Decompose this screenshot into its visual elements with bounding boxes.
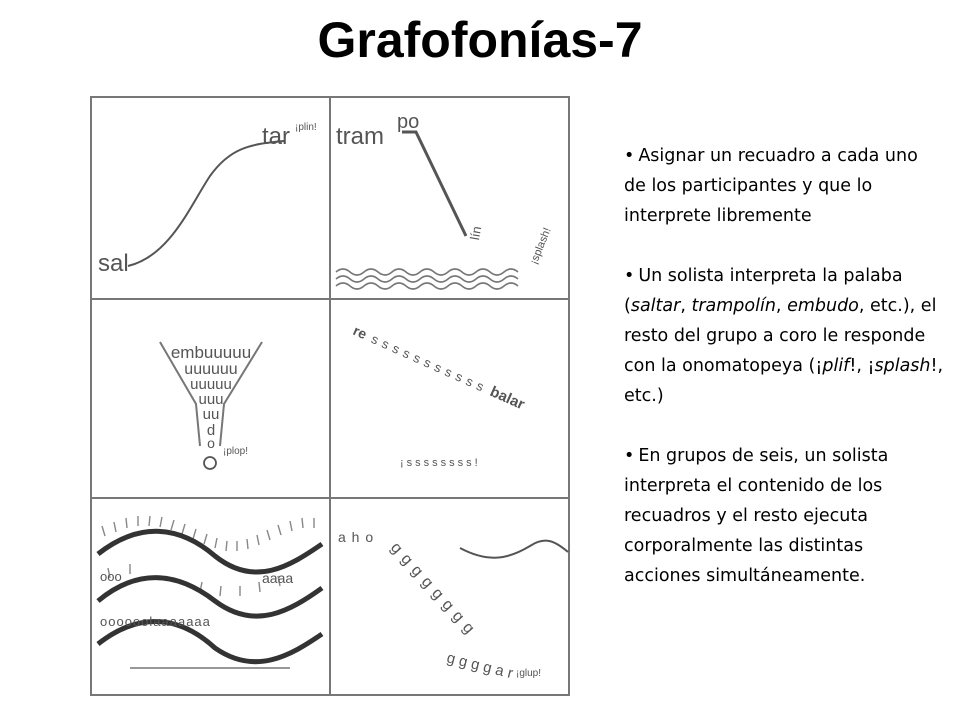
panel-saltar [98, 122, 317, 277]
bullet-text-segment: , etc.), el resto del grupo a coro le responde con la onomatopeya (¡ [624, 296, 937, 376]
funnel-row-6: d [206, 422, 216, 439]
funnel-row-5: uu [202, 406, 220, 423]
bullet-text-segment: !, etc.) [624, 356, 944, 406]
grafofonia-grid [90, 96, 570, 696]
panel2-sound: ¡splash! [528, 226, 554, 267]
panel4-word-start: re [350, 322, 370, 343]
bullet-item [624, 441, 944, 591]
panel1-sound: ¡plin! [295, 122, 317, 133]
slide-text [350, 322, 527, 413]
panel-trampolin [336, 111, 554, 289]
panel3-sound: ¡plop! [223, 446, 249, 457]
funnel-row-4: uuu [198, 391, 224, 408]
slide-title: Grafofonías-7 [317, 12, 643, 68]
bullet-text-segment: , [680, 296, 692, 316]
panel-ahogar [338, 529, 568, 682]
bullet-dot: • [624, 146, 635, 166]
bullet-text-segment: saltar [630, 296, 681, 316]
jump-curve [128, 141, 284, 266]
bullet-text-segment: plif [822, 356, 850, 376]
panel5-letters-row2: ooo [100, 569, 122, 584]
bullet-text-segment: Asignar un recuadro a cada uno de los participantes y que lo interprete libremente [624, 146, 918, 226]
bullet-text-segment: trampolín [691, 296, 776, 316]
bullet-text-segment: , [775, 296, 788, 316]
panel-resbalar [350, 322, 527, 469]
bullet-dot: • [624, 266, 635, 286]
panel6-text-drop: g g g g g g g g [387, 539, 479, 638]
panel-waves [98, 516, 322, 668]
funnel-row-3: uuuuu [190, 376, 232, 393]
panel2-word-start: tram [336, 123, 384, 150]
water-waves [336, 269, 518, 289]
bullet-text-segment: splash [874, 356, 931, 376]
wave-bands [98, 531, 322, 661]
funnel-row-1: embuuuuu [170, 343, 252, 362]
panel5-letters-row1: aaaa [262, 570, 294, 586]
water-surface-curve [460, 541, 568, 558]
bullet-item [624, 261, 944, 411]
panel-embudo [160, 342, 262, 469]
panel1-word-start: sal [98, 250, 129, 277]
funnel-row-7: o [207, 435, 215, 451]
bullet-text-segment: Un solista interpreta la palaba ( [624, 266, 903, 316]
funnel-row-2: uuuuuu [184, 361, 238, 378]
panel4-slide-letters: sssssssssss [369, 331, 491, 397]
dive-line [402, 132, 466, 236]
bullet-dot: • [624, 446, 635, 466]
panel5-letters-row3: oooooolaaaaaaa [100, 614, 211, 629]
bullet-text-segment: !, ¡ [849, 356, 875, 376]
panel2-word-peak: po [397, 111, 420, 133]
bullet-item [624, 141, 944, 231]
grafofonia-figure [90, 96, 570, 696]
panel1-word-end: tar [262, 123, 291, 150]
panel2-word-end: lín [467, 224, 485, 242]
panel4-word-end: balar [487, 383, 528, 414]
panel6-text-bottom: g g g g a r [445, 649, 515, 683]
panel6-text-start: a h o [338, 529, 375, 545]
panel6-sound: ¡glup! [516, 668, 542, 679]
drop-circle [204, 457, 216, 469]
bullet-text-segment: En grupos de seis, un solista interpreta el contenido de los recuadros y el resto ejecuta corporalmente las distintas acciones simultáneamente. [624, 446, 889, 586]
panel4-sound: ¡ssssssss! [400, 457, 481, 469]
bullet-list [624, 141, 944, 621]
bullet-text-segment: embudo [787, 296, 859, 316]
